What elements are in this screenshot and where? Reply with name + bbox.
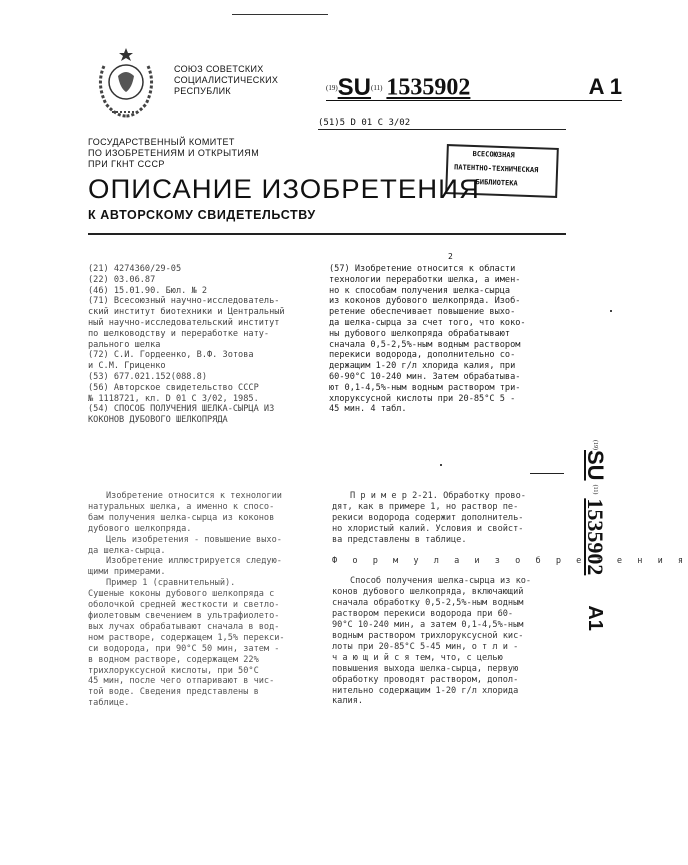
text-line: натуральных шелка, а именно к спосо- bbox=[88, 501, 275, 512]
text-line: обработку проводят раствором, допол- bbox=[332, 674, 519, 685]
committee-line: ГОСУДАРСТВЕННЫЙ КОМИТЕТ bbox=[88, 137, 235, 147]
text-line: в водном растворе, содержащем 22% bbox=[88, 654, 259, 665]
text-line: (21) 4274360/29-05 bbox=[88, 264, 182, 274]
header-divider bbox=[88, 233, 566, 235]
text-line: Способ получения шелка-сырца из ко- bbox=[350, 576, 532, 587]
document-title: ОПИСАНИЕ ИЗОБРЕТЕНИЯ bbox=[88, 174, 480, 204]
ipc-classification: (51)5 D 01 C 3/02 bbox=[318, 118, 566, 130]
text-line: по шелководству и переработке нату- bbox=[88, 328, 270, 339]
text-line: перекиси водорода, дополнительно со- bbox=[329, 350, 516, 361]
text-line: (54) СПОСОБ ПОЛУЧЕНИЯ ШЕЛКА-СЫРЦА ИЗ bbox=[88, 404, 275, 415]
text-line: ном растворе, содержащем 1,5% перекси- bbox=[88, 632, 285, 643]
text-line: рального шелка bbox=[88, 339, 161, 350]
text-line: сначала обработку 0,5-2,5%-ным водным bbox=[332, 598, 524, 609]
text-line: сначала 0,5-2,5%-ным водным раствором bbox=[329, 339, 521, 350]
text-line: Цель изобретения - повышение выхо- bbox=[106, 534, 282, 545]
text-line: (72) С.И. Гордеенко, В.Ф. Зотова bbox=[88, 350, 254, 361]
text-line: рекиси водорода содержит дополнитель- bbox=[332, 512, 524, 523]
text-line: № 1118721, кл. D 01 C 3/02, 1985. bbox=[88, 393, 259, 404]
text-line: держащим 1-20 г/л хлорида калия, при bbox=[329, 361, 516, 372]
text-line: из коконов дубового шелкопряда. Изоб- bbox=[329, 296, 521, 307]
text-line: ч а ю щ и й с я тем, что, с целью bbox=[332, 652, 503, 663]
text-line: нительно содержащим 1-20 г/л хлорида bbox=[332, 685, 519, 696]
text-line: щими примерами. bbox=[88, 567, 166, 578]
side-inid-code-11: (11) bbox=[592, 484, 598, 495]
committee-line: ПО ИЗОБРЕТЕНИЯМ И ОТКРЫТИЯМ bbox=[88, 148, 260, 158]
text-line: да шелка-сырца за счет того, что коко- bbox=[329, 317, 526, 328]
abstract bbox=[329, 264, 565, 415]
country-line: СОЦИАЛИСТИЧЕСКИХ bbox=[174, 75, 279, 85]
committee-name bbox=[88, 137, 259, 170]
text-line: ский институт биотехники и Центральный bbox=[88, 307, 285, 318]
text-line: ретение обеспечивает повышение выхо- bbox=[329, 307, 516, 318]
description-left-column bbox=[88, 491, 318, 709]
inid-code-19: (19) bbox=[326, 84, 338, 92]
text-line: калия. bbox=[332, 696, 364, 707]
text-line: лоты при 20-85°С 5-45 мин, о т л и - bbox=[332, 641, 519, 652]
scan-speck bbox=[440, 464, 442, 466]
patent-number: 1535902 bbox=[386, 74, 471, 101]
text-line: (22) 03.06.87 bbox=[88, 274, 156, 285]
example-block bbox=[332, 491, 564, 546]
inid-code-11: (11) bbox=[371, 84, 383, 92]
text-line: КОКОНОВ ДУБОВОГО ШЕЛКОПРЯДА bbox=[88, 415, 228, 426]
side-country-code: SU bbox=[583, 450, 608, 481]
text-line: таблице. bbox=[88, 698, 130, 709]
text-line: Сушеные коконы дубового шелкопряда с bbox=[88, 589, 275, 600]
text-line: (71) Всесоюзный научно-исследователь- bbox=[88, 296, 280, 307]
stamp-line: ПАТЕНТНО-ТЕХНИЧЕСКАЯ bbox=[453, 163, 539, 175]
side-patent-label bbox=[584, 440, 608, 690]
country-line: СОЮЗ СОВЕТСКИХ bbox=[174, 64, 264, 74]
side-inid-code-19: (19) bbox=[592, 440, 598, 450]
text-line: раствором перекиси водорода при 60- bbox=[332, 609, 514, 620]
text-line: фиолетовым свечением в ультрафиолето- bbox=[88, 610, 280, 621]
text-line: повышения выхода шелка-сырца, первую bbox=[332, 663, 519, 674]
text-line: оболочкой средней жесткости и светло- bbox=[88, 600, 280, 611]
text-line: 90°С 10-240 мин, а затем 0,1-4,5%-ным bbox=[332, 620, 524, 631]
text-line: (53) 677.021.152(088.8) bbox=[88, 371, 207, 382]
text-line: но хлористый калий. Условия и свойст- bbox=[332, 523, 524, 534]
claims-block bbox=[332, 576, 564, 707]
side-patent-number: 1535902 bbox=[583, 498, 608, 576]
text-line: водным раствором трихлоруксусной кис- bbox=[332, 630, 524, 641]
text-line: си водорода, при 90°С 50 мин, затем - bbox=[88, 643, 280, 654]
text-line: трихлоруксусной кислоты, при 50°С bbox=[88, 665, 259, 676]
text-line: ют 0,1-4,5%-ным водным раствором три- bbox=[329, 382, 521, 393]
country-line: РЕСПУБЛИК bbox=[174, 86, 231, 96]
text-line: ный научно-исследовательский институт bbox=[88, 317, 280, 328]
stamp-line: БИБЛИОТЕКА bbox=[475, 178, 518, 188]
abstract-end-rule bbox=[530, 473, 564, 474]
committee-line: ПРИ ГКНТ СССР bbox=[88, 159, 165, 169]
top-scan-line bbox=[232, 14, 328, 15]
text-line: и С.М. Гриценко bbox=[88, 361, 166, 372]
stamp-line: ВСЕСОЮЗНАЯ bbox=[472, 149, 515, 160]
text-line: Изобретение относится к технологии bbox=[106, 491, 282, 501]
ussr-emblem-icon bbox=[88, 46, 164, 122]
bibliographic-data bbox=[88, 264, 318, 426]
text-line: 45 мин, после чего отпаривают в чис- bbox=[88, 676, 275, 687]
text-line: да шелка-сырца. bbox=[88, 545, 166, 556]
text-line: ны дубового шелкопряда обрабатывают bbox=[329, 328, 511, 339]
text-line: дят, как в примере 1, но раствор пе- bbox=[332, 501, 519, 512]
text-line: 60-90°С 10-240 мин. Затем обрабатыва- bbox=[329, 371, 521, 382]
scan-speck bbox=[610, 310, 612, 312]
text-line: Изобретение иллюстрируется следую- bbox=[106, 556, 282, 567]
document-subtitle: К АВТОРСКОМУ СВИДЕТЕЛЬСТВУ bbox=[88, 208, 316, 222]
text-line: дубового шелкопряда. bbox=[88, 523, 192, 534]
formula-title: Ф о р м у л а и з о б р е т е н и я bbox=[332, 555, 688, 566]
text-line: технологии переработки шелка, а имен- bbox=[329, 274, 521, 285]
text-line: П р и м е р 2-21. Обработку прово- bbox=[350, 491, 526, 501]
text-line: конов дубового шелкопряда, включающий bbox=[332, 587, 524, 598]
country-name bbox=[174, 64, 278, 97]
text-line: но к способам получения шелка-сырца bbox=[329, 285, 511, 296]
text-line: 45 мин. 4 табл. bbox=[329, 404, 407, 415]
column-number: 2 bbox=[448, 252, 453, 261]
text-line: (56) Авторское свидетельство СССР bbox=[88, 382, 259, 393]
side-kind-code: A1 bbox=[584, 605, 607, 631]
text-line: вых лучах обрабатывают сначала в вод- bbox=[88, 621, 280, 632]
patent-number-block bbox=[326, 74, 622, 101]
text-line: ва представлены в таблице. bbox=[332, 534, 467, 545]
text-line: бам получения шелка-сырца из коконов bbox=[88, 512, 275, 523]
text-line: (57) Изобретение относится к области bbox=[329, 264, 516, 274]
text-line: Пример 1 (сравнительный). bbox=[106, 578, 236, 589]
kind-code: A 1 bbox=[588, 74, 622, 99]
text-line: хлоруксусной кислоты при 20-85°С 5 - bbox=[329, 393, 516, 404]
text-line: (46) 15.01.90. Бюл. № 2 bbox=[88, 285, 207, 296]
text-line: той воде. Сведения представлены в bbox=[88, 687, 259, 698]
country-code: SU bbox=[337, 74, 372, 101]
